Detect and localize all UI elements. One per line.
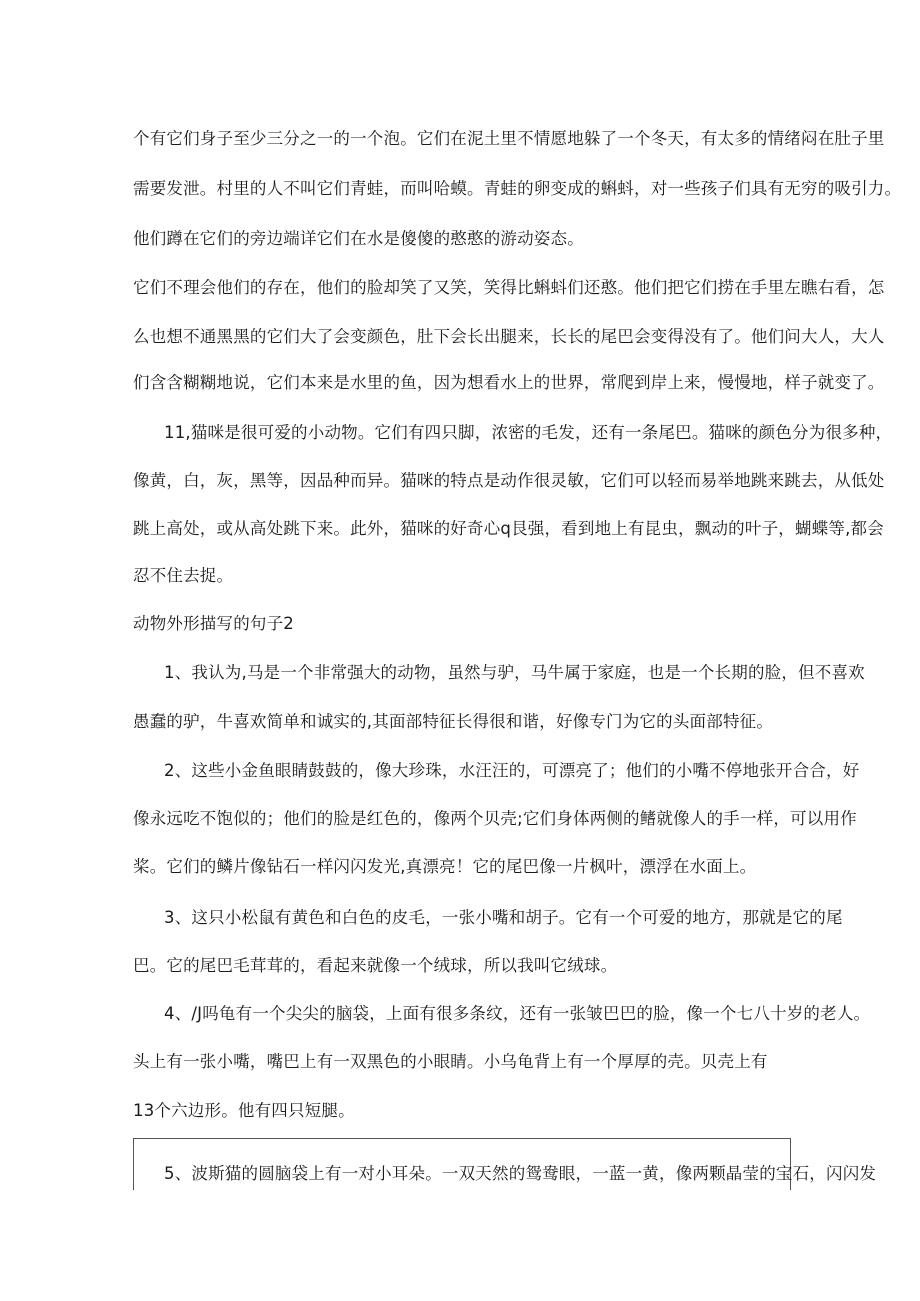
section-heading: 动物外形描写的句子2 [133, 614, 294, 633]
text-line: 5、波斯猫的圆脑袋上有一对小耳朵。一双天然的鸳鸯眼，一蓝一黄，像两颗晶莹的宝石，闪闪发 [164, 1164, 877, 1183]
text-line: 需要发泄。村里的人不叫它们青蛙，而叫哈蟆。青蛙的卵变成的蝌蚪，对一些孩子们具有无穷的吸引力。 [133, 179, 902, 198]
text-line: 13个六边形。他有四只短腿。 [133, 1101, 355, 1120]
text-line: 像永远吃不饱似的；他们的脸是红色的，像两个贝壳;它们身体两侧的鳍就像人的手一样，可以用作 [133, 809, 857, 828]
text-line: 个有它们身子至少三分之一的一个泡。它们在泥土里不情愿地躲了一个冬天，有太多的情绪闷在肚子里 [133, 129, 885, 148]
text-line: 像黄，白，灰，黑等，因品种而异。猫咪的特点是动作很灵敏，它们可以轻而易举地跳来跳去，从低处 [133, 471, 885, 490]
text-line: 他们蹲在它们的旁边端详它们在水是傻傻的憨憨的游动姿态。 [133, 229, 584, 248]
text-line: 11,猫咪是很可爱的小动物。它们有四只脚，浓密的毛发，还有一条尾巴。猫咪的颜色分为很多种， [164, 423, 893, 442]
text-line: 它们不理会他们的存在，他们的脸却笑了又笑，笑得比蝌蚪们还憨。他们把它们捞在手里左瞧右看，怎 [133, 278, 885, 297]
text-line: 4、/J吗龟有一个尖尖的脑袋，上面有很多条纹，还有一张皱巴巴的脸，像一个七八十岁的老人。 [164, 1004, 871, 1023]
text-line: 么也想不通黑黑的它们大了会变颜色，肚下会长出腿来，长长的尾巴会变得没有了。他们问大人，大人 [133, 327, 885, 346]
text-line: 巴。它的尾巴毛茸茸的，看起来就像一个绒球，所以我叫它绒球。 [133, 956, 618, 975]
text-line: 1、我认为,马是一个非常强大的动物，虽然与驴，马牛属于家庭，也是一个长期的脸，但不喜欢 [164, 663, 865, 682]
text-line: 桨。它们的鳞片像钻石一样闪闪发光,真漂亮！它的尾巴像一片枫叶，漂浮在水面上。 [133, 857, 757, 876]
text-line: 们含含糊糊地说，它们本来是水里的鱼，因为想看水上的世界，常爬到岸上来，慢慢地，样子就变了。 [133, 373, 885, 392]
text-line: 头上有一张小嘴，嘴巴上有一双黑色的小眼睛。小乌龟背上有一个厚厚的壳。贝壳上有 [133, 1052, 768, 1071]
text-line: 忍不住去捉。 [133, 566, 234, 585]
text-line: 3、这只小松鼠有黄色和白色的皮毛，一张小嘴和胡子。它有一个可爱的地方，那就是它的尾 [164, 908, 843, 927]
text-line: 2、这些小金鱼眼睛鼓鼓的，像大珍珠，水汪汪的，可漂亮了；他们的小嘴不停地张开合合，好 [164, 761, 860, 780]
text-line: 愚蠢的驴，牛喜欢简单和诚实的,其面部特征长得很和谐，好像专门为它的头面部特征。 [133, 712, 774, 731]
text-line: 跳上高处，或从高处跳下来。此外，猫咪的好奇心q艮强，看到地上有昆虫，飘动的叶子，蝴蝶等,都会 [133, 519, 884, 538]
